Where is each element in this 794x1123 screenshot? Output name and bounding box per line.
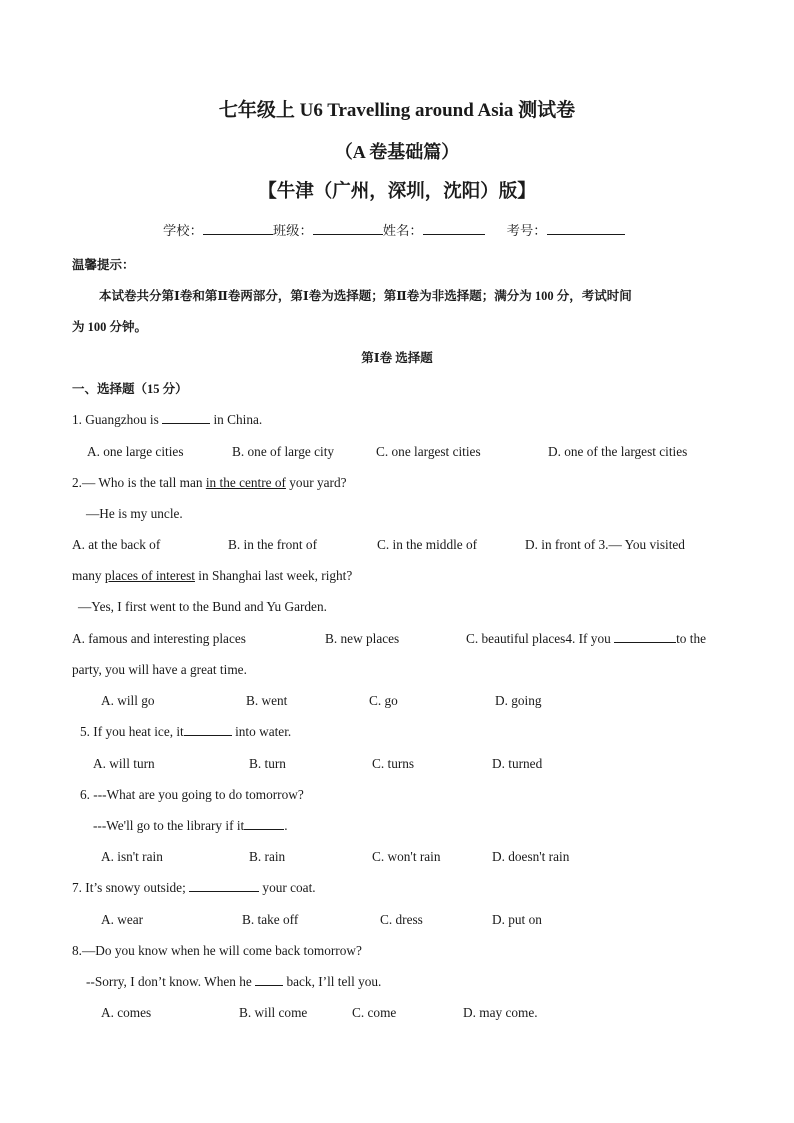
tips-text-line2: 为 100 分钟。 xyxy=(72,320,148,334)
q6-option-b[interactable]: B. rain xyxy=(249,849,286,864)
q1-option-c[interactable]: C. one largest cities xyxy=(376,444,481,459)
q5-stem-text: 5. If you heat ice, it xyxy=(80,724,184,739)
exam-number-label: 考号： xyxy=(506,223,547,238)
q2-option-a[interactable]: A. at the back of xyxy=(72,537,161,552)
q2-stem-text: 2.— Who is the tall man xyxy=(72,475,206,490)
q8-answer xyxy=(86,973,381,991)
q2-option-d-with-q3 xyxy=(525,536,685,554)
tips-label: 温馨提示： xyxy=(72,258,135,272)
q3-option-c-with-q4 xyxy=(466,630,706,648)
q7-option-c[interactable]: C. dress xyxy=(380,912,423,927)
q6-option-d[interactable]: D. doesn't rain xyxy=(492,849,570,864)
q3-option-c[interactable]: C. beautiful places xyxy=(466,631,566,646)
q8-option-d[interactable]: D. may come. xyxy=(463,1005,538,1020)
q5-answer-blank[interactable] xyxy=(184,723,232,736)
q2-answer: —He is my uncle. xyxy=(86,506,183,521)
q3-stem-text: 3.— You visited xyxy=(598,537,685,552)
q8-option-a[interactable]: A. comes xyxy=(101,1005,152,1020)
q1-option-d[interactable]: D. one of the largest cities xyxy=(548,444,688,459)
q6-option-c[interactable]: C. won't rain xyxy=(372,849,441,864)
question-5-stem xyxy=(80,723,291,741)
q3-option-b[interactable]: B. new places xyxy=(325,631,400,646)
section-title: 一、选择题（15 分） xyxy=(72,382,188,396)
question-7-stem xyxy=(72,879,316,897)
q1-option-b[interactable]: B. one of large city xyxy=(232,444,335,459)
q5-option-d[interactable]: D. turned xyxy=(492,756,543,771)
page-title: 七年级上 U6 Travelling around Asia 测试卷 xyxy=(218,100,576,121)
q4-answer-blank[interactable] xyxy=(614,630,676,643)
question-2-stem xyxy=(72,474,347,492)
q4-option-a[interactable]: A. will go xyxy=(101,693,155,708)
class-label: 班级： xyxy=(272,223,313,238)
q1-answer-blank[interactable] xyxy=(162,411,210,424)
q8-answer-blank[interactable] xyxy=(255,973,283,986)
q1-option-a[interactable]: A. one large cities xyxy=(87,444,184,459)
q8-option-b[interactable]: B. will come xyxy=(239,1005,308,1020)
name-blank[interactable] xyxy=(423,222,485,235)
q6-answer-text-end: . xyxy=(284,818,288,833)
q3-stem-line2-end: in Shanghai last week, right? xyxy=(194,568,353,583)
page-subtitle: （A 卷基础篇） xyxy=(334,142,460,162)
class-blank[interactable] xyxy=(313,222,383,235)
q7-option-b[interactable]: B. take off xyxy=(242,912,299,927)
q6-answer-text: ---We'll go to the library if it xyxy=(93,818,245,833)
q3-option-a[interactable]: A. famous and interesting places xyxy=(72,631,246,646)
school-blank[interactable] xyxy=(203,222,273,235)
q6-answer-blank[interactable] xyxy=(244,817,284,830)
q3-stem-line2: many xyxy=(72,568,105,583)
name-label: 姓名： xyxy=(382,223,423,238)
q3-answer: —Yes, I first went to the Bund and Yu Garden. xyxy=(78,599,327,614)
q8-answer-text: --Sorry, I don’t know. When he xyxy=(86,974,256,989)
q6-option-a[interactable]: A. isn't rain xyxy=(101,849,163,864)
q2-option-c[interactable]: C. in the middle of xyxy=(377,537,478,552)
q4-option-d[interactable]: D. going xyxy=(495,693,542,708)
q7-stem-text: 7. It’s snowy outside; xyxy=(72,880,190,895)
q7-answer-blank[interactable] xyxy=(189,879,259,892)
q3-underlined-phrase: places of interest xyxy=(104,568,195,583)
q7-stem-text-end: your coat. xyxy=(259,880,316,895)
q6-answer xyxy=(93,817,288,835)
edition-title: 【牛津（广州，深圳，沈阳）版】 xyxy=(258,182,536,202)
q1-stem-text-end: in China. xyxy=(210,412,263,427)
tips-text-line1: 本试卷共分第Ⅰ卷和第Ⅱ卷两部分，第Ⅰ卷为选择题；第Ⅱ卷为非选择题；满分为 100 分，考试时间 xyxy=(99,289,632,303)
part-title: 第Ⅰ卷 选择题 xyxy=(361,351,433,365)
q1-stem-text: 1. Guangzhou is xyxy=(72,412,163,427)
q5-stem-text-end: into water. xyxy=(231,724,292,739)
question-6-stem: 6. ---What are you going to do tomorrow? xyxy=(80,787,304,802)
q8-option-c[interactable]: C. come xyxy=(352,1005,397,1020)
student-info-line xyxy=(163,222,625,240)
q2-stem-text-end: your yard? xyxy=(285,475,347,490)
question-8-stem: 8.—Do you know when he will come back tomorrow? xyxy=(72,943,362,958)
question-3-stem xyxy=(72,567,352,585)
q2-option-b[interactable]: B. in the front of xyxy=(228,537,318,552)
q4-option-c[interactable]: C. go xyxy=(369,693,398,708)
school-label: 学校： xyxy=(163,223,203,238)
q4-stem-text: 4. If you xyxy=(565,631,615,646)
question-1-stem xyxy=(72,411,262,429)
q2-option-d[interactable]: D. in front of xyxy=(525,537,599,552)
q8-answer-text-end: back, I’ll tell you. xyxy=(283,974,382,989)
q5-option-b[interactable]: B. turn xyxy=(249,756,286,771)
exam-number-blank[interactable] xyxy=(547,222,625,235)
q5-option-a[interactable]: A. will turn xyxy=(93,756,155,771)
q7-option-d[interactable]: D. put on xyxy=(492,912,542,927)
q7-option-a[interactable]: A. wear xyxy=(101,912,144,927)
q5-option-c[interactable]: C. turns xyxy=(372,756,415,771)
q4-stem-line2: party, you will have a great time. xyxy=(72,662,247,677)
q4-stem-text-end: to the xyxy=(676,631,706,646)
q4-option-b[interactable]: B. went xyxy=(246,693,288,708)
q2-underlined-phrase: in the centre of xyxy=(205,475,286,490)
